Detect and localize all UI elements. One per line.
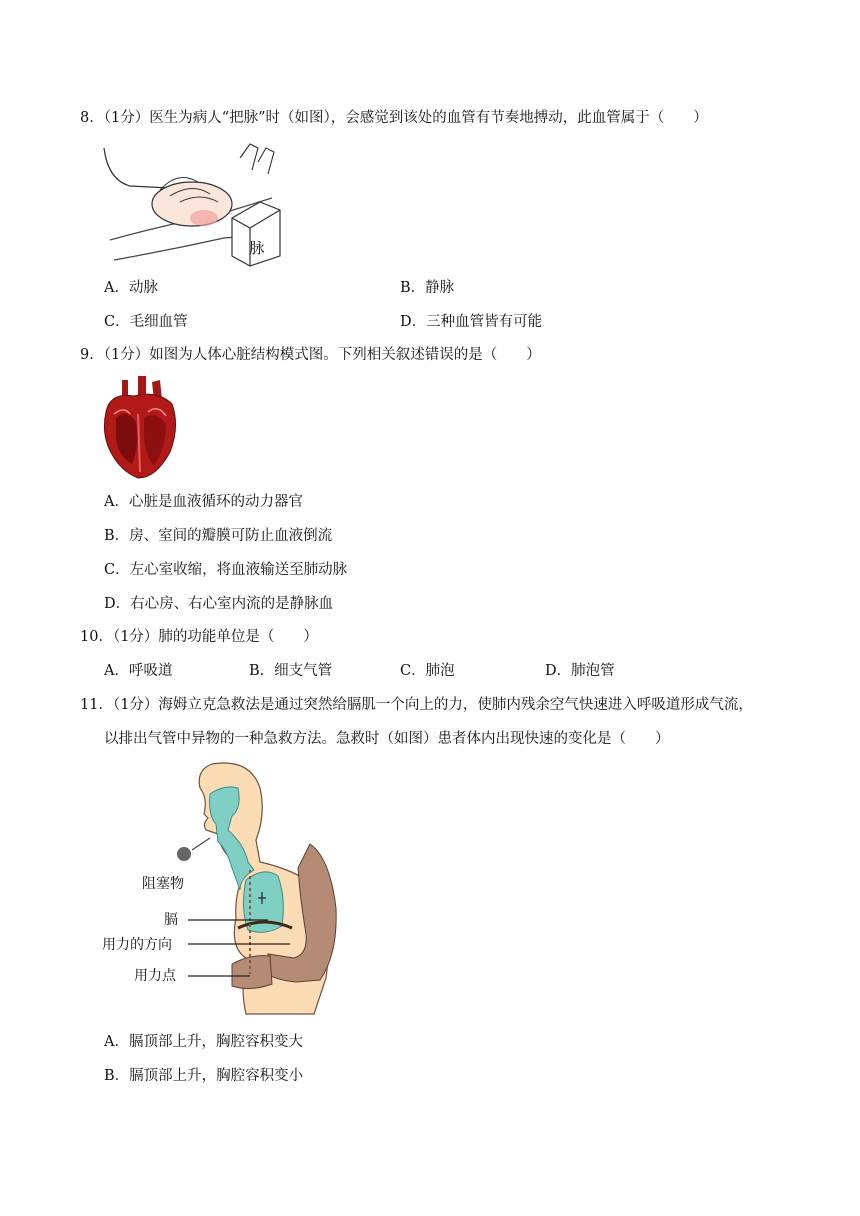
q9-option-a: A．心脏是血液循环的动力器官 xyxy=(104,494,303,510)
q9-option-d: D．右心房、右心室内流的是静脉血 xyxy=(104,596,334,612)
q11-option-a: A．膈顶部上升，胸腔容积变大 xyxy=(104,1034,303,1050)
heimlich-maneuver-diagram xyxy=(100,758,340,1018)
q11-option-b: B．膈顶部上升，胸腔容积变小 xyxy=(104,1068,304,1084)
label-force-point: 用力点 xyxy=(134,968,176,984)
q8-option-b: B．静脉 xyxy=(400,280,455,296)
q8-option-c: C．毛细血管 xyxy=(104,314,188,330)
label-diaphragm: 膈 xyxy=(164,912,178,928)
q10-option-a: A．呼吸道 xyxy=(104,663,173,679)
q11-stem-line2: 以排出气管中异物的一种急救方法。急救时（如图）患者体内出现快速的变化是（ ） xyxy=(104,731,670,747)
q9-option-c: C．左心室收缩，将血液输送至肺动脉 xyxy=(104,562,348,578)
q9-stem: 9．（1分）如图为人体心脏结构模式图。下列相关叙述错误的是（ ） xyxy=(80,347,541,363)
heart-diagram xyxy=(100,374,180,482)
pulse-illustration xyxy=(100,140,285,268)
label-obstruction: 阻塞物 xyxy=(142,876,184,892)
q8-option-d: D．三种血管皆有可能 xyxy=(400,314,543,330)
pulse-block-label: 脉 xyxy=(249,239,265,257)
q10-option-d: D．肺泡管 xyxy=(545,663,615,679)
q11-stem-line1: 11．（1分）海姆立克急救法是通过突然给膈肌一个向上的力，使肺内残余空气快速进入呼吸道形成气流， xyxy=(80,697,753,713)
q8-stem: 8．（1分）医生为病人“把脉”时（如图），会感觉到该处的血管有节奏地搏动，此血管属于（ ） xyxy=(80,110,708,126)
q10-stem: 10．（1分）肺的功能单位是（ ） xyxy=(80,629,318,645)
q9-option-b: B．房、室间的瓣膜可防止血液倒流 xyxy=(104,528,333,544)
q10-option-b: B．细支气管 xyxy=(249,663,333,679)
q10-option-c: C．肺泡 xyxy=(400,663,455,679)
q8-option-a: A．动脉 xyxy=(104,280,158,296)
label-force-direction: 用力的方向 xyxy=(102,937,172,953)
